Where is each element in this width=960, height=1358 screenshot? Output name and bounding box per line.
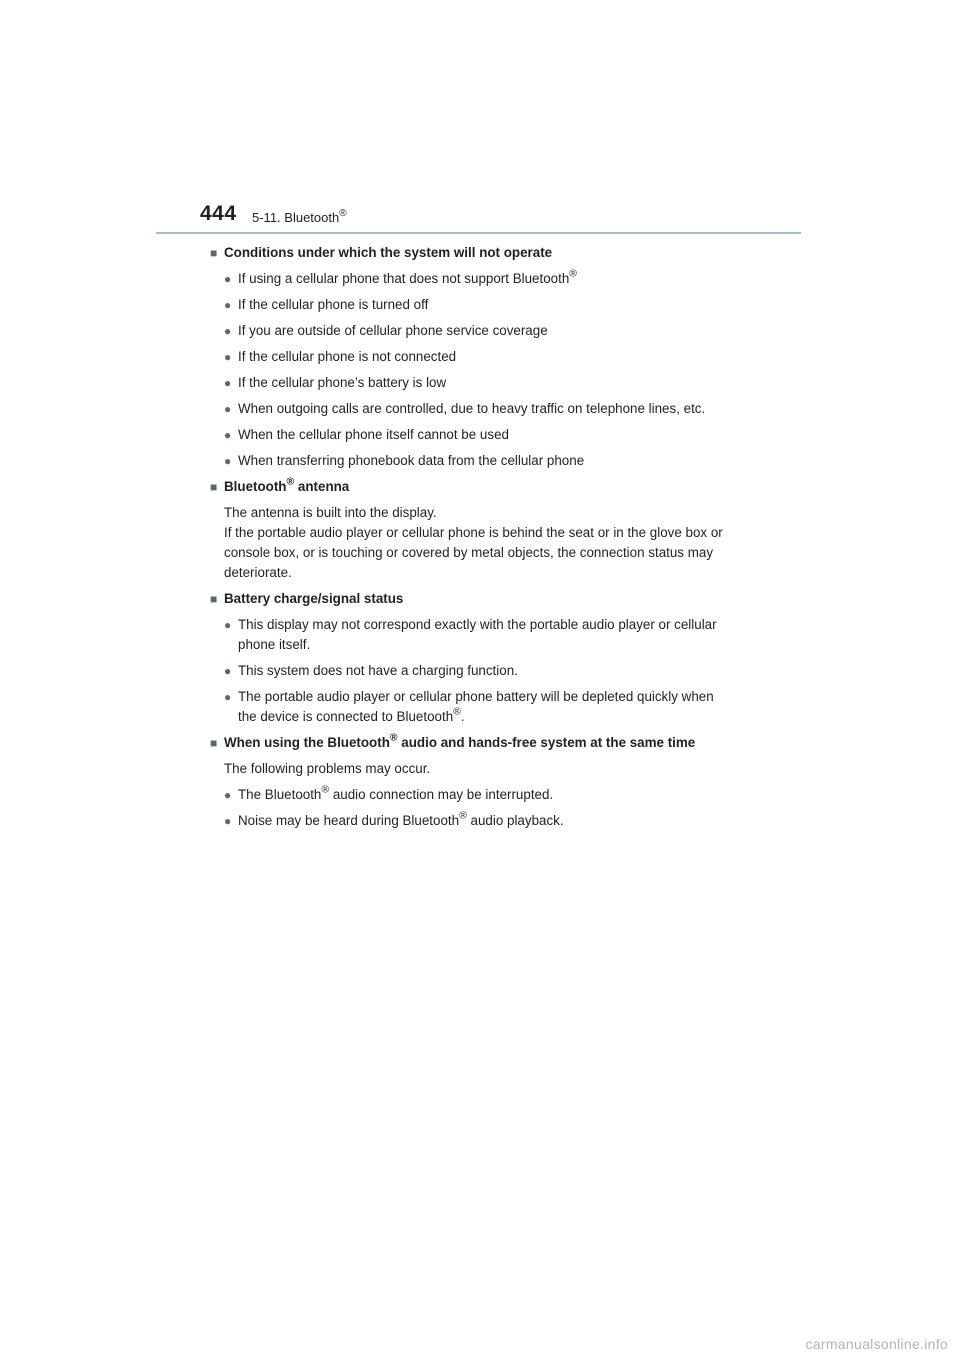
dot-bullet-icon: ● [224, 350, 232, 364]
dot-bullet-icon: ● [224, 428, 232, 442]
heading-conditions: ■ Conditions under which the system will not operate [210, 243, 770, 263]
list-item: ● This system does not have a charging function. [210, 661, 770, 681]
list-item: ● If the cellular phone’s battery is low [210, 373, 770, 393]
dot-bullet-icon: ● [224, 454, 232, 468]
page-header [200, 200, 800, 234]
list-item: ● If the cellular phone is not connected [210, 347, 770, 367]
page-number: 444 [200, 202, 237, 225]
dot-bullet-icon: ● [224, 376, 232, 390]
heading-battery-status: ■ Battery charge/signal status [210, 589, 770, 609]
list-item: ● The Bluetooth® audio connection may be interrupted. [210, 785, 770, 805]
list-item: ● When transferring phonebook data from the cellular phone [210, 451, 770, 471]
heading-simultaneous-use: ■ When using the Bluetooth® audio and hands-free system at the same time [210, 733, 770, 753]
dot-bullet-icon: ● [224, 324, 232, 338]
registered-mark: ® [339, 207, 347, 219]
section-title: 5-11. Bluetooth® [252, 207, 347, 225]
list-item: ● This display may not correspond exactly with the portable audio player or cellular phone itself. [224, 617, 717, 652]
square-bullet-icon: ■ [210, 736, 218, 750]
page-content [210, 243, 770, 837]
dot-bullet-icon: ● [224, 690, 232, 704]
list-item: ● If you are outside of cellular phone service coverage [210, 321, 770, 341]
dot-bullet-icon: ● [224, 814, 232, 828]
list-item: ● If the cellular phone is turned off [210, 295, 770, 315]
square-bullet-icon: ■ [210, 592, 218, 606]
heading-antenna: ■ Bluetooth® antenna [210, 477, 770, 497]
list-item: ● The portable audio player or cellular phone battery will be depleted quickly when the device is connected to Bluetooth®. [224, 689, 714, 724]
watermark-logo: carmanualsonline.info [805, 1336, 948, 1352]
dot-bullet-icon: ● [224, 618, 232, 632]
problems-paragraph: The following problems may occur. [224, 761, 431, 776]
dot-bullet-icon: ● [224, 298, 232, 312]
list-item: ● When outgoing calls are controlled, due to heavy traffic on telephone lines, etc. [210, 399, 770, 419]
square-bullet-icon: ■ [210, 480, 218, 494]
dot-bullet-icon: ● [224, 664, 232, 678]
dot-bullet-icon: ● [224, 788, 232, 802]
dot-bullet-icon: ● [224, 272, 232, 286]
list-item: ● Noise may be heard during Bluetooth® audio playback. [210, 811, 770, 831]
dot-bullet-icon: ● [224, 402, 232, 416]
list-item: ● If using a cellular phone that does not support Bluetooth® [210, 269, 770, 289]
list-item: ● When the cellular phone itself cannot be used [210, 425, 770, 445]
header-rule [156, 232, 801, 234]
square-bullet-icon: ■ [210, 246, 218, 260]
antenna-paragraph: The antenna is built into the display. If the portable audio player or cellular phone is behind the seat or in the glove box or console box, or is touching or covered by metal objects, the connection status may deteriorate. [224, 505, 723, 580]
